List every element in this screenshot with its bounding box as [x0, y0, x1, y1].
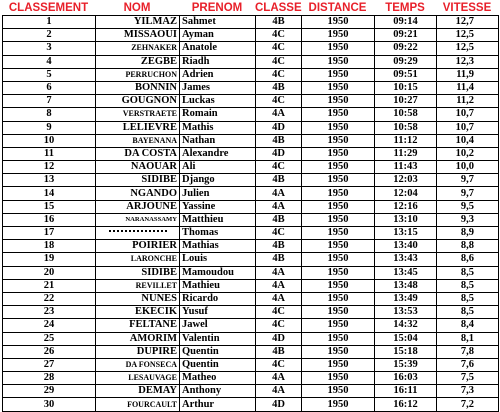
distance-cell: 1950 — [302, 319, 375, 332]
classe-cell: 4A — [256, 372, 302, 385]
classe-cell: 4C — [256, 42, 302, 55]
vitesse-cell: 7,3 — [437, 385, 499, 398]
vitesse-cell: 10,4 — [437, 134, 499, 147]
distance-cell: 1950 — [302, 95, 375, 108]
rank-cell: 28 — [3, 372, 96, 385]
vitesse-cell: 10,7 — [437, 108, 499, 121]
distance-cell: 1950 — [302, 358, 375, 371]
classe-cell: 4D — [256, 147, 302, 160]
temps-cell: 16:11 — [375, 385, 437, 398]
table-row — [3, 134, 499, 147]
prenom-cell: Adrien — [180, 68, 256, 81]
prenom-cell: Luckas — [180, 95, 256, 108]
prenom-cell: Matthieu — [180, 213, 256, 226]
rank-cell: 1 — [3, 16, 96, 29]
distance-cell: 1950 — [302, 174, 375, 187]
distance-cell: 1950 — [302, 372, 375, 385]
table-row — [3, 81, 499, 94]
table-row — [3, 227, 499, 240]
table-row — [3, 345, 499, 358]
table-row — [3, 16, 499, 29]
nom-cell: ZEHNAKER — [96, 42, 180, 55]
temps-cell: 15:18 — [375, 345, 437, 358]
distance-cell: 1950 — [302, 332, 375, 345]
temps-cell: 13:43 — [375, 253, 437, 266]
nom-cell: LARONCHE — [96, 253, 180, 266]
nom-cell: REVILLET — [96, 279, 180, 292]
table-row — [3, 266, 499, 279]
rank-cell: 23 — [3, 306, 96, 319]
classe-cell: 4C — [256, 161, 302, 174]
table-row — [3, 42, 499, 55]
rank-cell: 26 — [3, 345, 96, 358]
vitesse-cell: 8,1 — [437, 332, 499, 345]
distance-cell: 1950 — [302, 147, 375, 160]
prenom-cell: Thomas — [180, 227, 256, 240]
classe-cell: 4A — [256, 200, 302, 213]
classe-cell: 4C — [256, 319, 302, 332]
rank-cell: 9 — [3, 121, 96, 134]
header-nom: NOM — [123, 2, 151, 14]
temps-cell: 10:58 — [375, 108, 437, 121]
distance-cell: 1950 — [302, 213, 375, 226]
vitesse-cell: 9,5 — [437, 200, 499, 213]
temps-cell: 11:29 — [375, 147, 437, 160]
classe-cell: 4D — [256, 398, 302, 411]
temps-cell: 09:14 — [375, 16, 437, 29]
distance-cell: 1950 — [302, 292, 375, 305]
classe-cell: 4C — [256, 306, 302, 319]
header-distance: DISTANCE — [308, 2, 367, 14]
prenom-cell: Anthony — [180, 385, 256, 398]
vitesse-cell: 8,9 — [437, 227, 499, 240]
nom-cell: POIRIER — [96, 240, 180, 253]
table-row — [3, 95, 499, 108]
rank-cell: 6 — [3, 81, 96, 94]
table-row — [3, 68, 499, 81]
prenom-cell: Ricardo — [180, 292, 256, 305]
nom-cell: DA COSTA — [96, 147, 180, 160]
header-vitesse: VITESSE — [442, 2, 492, 14]
nom-cell: LESAUVAGE — [96, 372, 180, 385]
rank-cell: 4 — [3, 55, 96, 68]
temps-cell: 13:10 — [375, 213, 437, 226]
distance-cell: 1950 — [302, 398, 375, 411]
table-row — [3, 279, 499, 292]
nom-cell: NUNES — [96, 292, 180, 305]
nom-cell: LELIEVRE — [96, 121, 180, 134]
rank-cell: 5 — [3, 68, 96, 81]
classe-cell: 4B — [256, 213, 302, 226]
nom-cell — [96, 227, 180, 240]
distance-cell: 1950 — [302, 29, 375, 42]
temps-cell: 09:22 — [375, 42, 437, 55]
classe-cell: 4C — [256, 95, 302, 108]
temps-cell: 12:04 — [375, 187, 437, 200]
temps-cell: 16:03 — [375, 372, 437, 385]
nom-cell: AMORIM — [96, 332, 180, 345]
temps-cell: 13:49 — [375, 292, 437, 305]
redacted-name-mark — [109, 230, 167, 235]
table-row — [3, 332, 499, 345]
prenom-cell: Riadh — [180, 55, 256, 68]
table-row — [3, 213, 499, 226]
nom-cell: PERRUCHON — [96, 68, 180, 81]
temps-cell: 15:04 — [375, 332, 437, 345]
classe-cell: 4B — [256, 345, 302, 358]
prenom-cell: Valentin — [180, 332, 256, 345]
classe-cell: 4A — [256, 292, 302, 305]
rank-cell: 29 — [3, 385, 96, 398]
rank-cell: 3 — [3, 42, 96, 55]
temps-cell: 09:21 — [375, 29, 437, 42]
prenom-cell: Romain — [180, 108, 256, 121]
prenom-cell: Mamoudou — [180, 266, 256, 279]
prenom-cell: Ali — [180, 161, 256, 174]
vitesse-cell: 10,2 — [437, 147, 499, 160]
vitesse-cell: 8,5 — [437, 306, 499, 319]
classe-cell: 4A — [256, 187, 302, 200]
rank-cell: 16 — [3, 213, 96, 226]
classe-cell: 4D — [256, 332, 302, 345]
prenom-cell: Anatole — [180, 42, 256, 55]
rank-cell: 21 — [3, 279, 96, 292]
table-row — [3, 29, 499, 42]
table-row — [3, 161, 499, 174]
nom-cell: DEMAY — [96, 385, 180, 398]
prenom-cell: James — [180, 81, 256, 94]
temps-cell: 10:58 — [375, 121, 437, 134]
table-row — [3, 292, 499, 305]
header-prenom: PRENOM — [191, 2, 243, 14]
distance-cell: 1950 — [302, 187, 375, 200]
vitesse-cell: 8,6 — [437, 253, 499, 266]
classe-cell: 4C — [256, 227, 302, 240]
classe-cell: 4B — [256, 174, 302, 187]
prenom-cell: Yassine — [180, 200, 256, 213]
vitesse-cell: 12,5 — [437, 29, 499, 42]
vitesse-cell: 7,6 — [437, 358, 499, 371]
temps-cell: 13:53 — [375, 306, 437, 319]
prenom-cell: Django — [180, 174, 256, 187]
prenom-cell: Mathias — [180, 240, 256, 253]
temps-cell: 13:48 — [375, 279, 437, 292]
results-document — [2, 2, 498, 412]
rank-cell: 12 — [3, 161, 96, 174]
nom-cell: EKECIK — [96, 306, 180, 319]
table-row — [3, 253, 499, 266]
vitesse-cell: 12,3 — [437, 55, 499, 68]
classe-cell: 4A — [256, 266, 302, 279]
temps-cell: 16:12 — [375, 398, 437, 411]
vitesse-cell: 12,5 — [437, 42, 499, 55]
nom-cell: ARJOUNE — [96, 200, 180, 213]
nom-cell: GOUGNON — [96, 95, 180, 108]
rank-cell: 22 — [3, 292, 96, 305]
rank-cell: 14 — [3, 187, 96, 200]
distance-cell: 1950 — [302, 385, 375, 398]
classe-cell: 4A — [256, 108, 302, 121]
rank-cell: 15 — [3, 200, 96, 213]
distance-cell: 1950 — [302, 161, 375, 174]
header-classement: CLASSEMENT — [8, 2, 89, 14]
vitesse-cell: 7,2 — [437, 398, 499, 411]
prenom-cell: Quentin — [180, 358, 256, 371]
vitesse-cell: 11,2 — [437, 95, 499, 108]
table-row — [3, 319, 499, 332]
temps-cell: 14:32 — [375, 319, 437, 332]
temps-cell: 13:40 — [375, 240, 437, 253]
temps-cell: 10:15 — [375, 81, 437, 94]
distance-cell: 1950 — [302, 253, 375, 266]
rank-cell: 11 — [3, 147, 96, 160]
nom-cell: ZEGBE — [96, 55, 180, 68]
classe-cell: 4A — [256, 279, 302, 292]
distance-cell: 1950 — [302, 306, 375, 319]
table-row — [3, 174, 499, 187]
distance-cell: 1950 — [302, 227, 375, 240]
distance-cell: 1950 — [302, 42, 375, 55]
classe-cell: 4C — [256, 68, 302, 81]
vitesse-cell: 9,7 — [437, 187, 499, 200]
prenom-cell: Quentin — [180, 345, 256, 358]
table-row — [3, 187, 499, 200]
classe-cell: 4B — [256, 253, 302, 266]
header-temps: TEMPS — [385, 2, 425, 14]
classe-cell: 4A — [256, 385, 302, 398]
nom-cell: DA FONSECA — [96, 358, 180, 371]
table-row — [3, 200, 499, 213]
classe-cell: 4C — [256, 55, 302, 68]
table-row — [3, 398, 499, 411]
prenom-cell: Julien — [180, 187, 256, 200]
rank-cell: 2 — [3, 29, 96, 42]
table-row — [3, 385, 499, 398]
distance-cell: 1950 — [302, 81, 375, 94]
table-row — [3, 108, 499, 121]
distance-cell: 1950 — [302, 266, 375, 279]
table-row — [3, 358, 499, 371]
distance-cell: 1950 — [302, 200, 375, 213]
prenom-cell: Arthur — [180, 398, 256, 411]
nom-cell: YILMAZ — [96, 16, 180, 29]
table-row — [3, 121, 499, 134]
nom-cell: FELTANE — [96, 319, 180, 332]
temps-cell: 12:03 — [375, 174, 437, 187]
nom-cell: MISSAOUI — [96, 29, 180, 42]
prenom-cell: Nathan — [180, 134, 256, 147]
nom-cell: DUPIRE — [96, 345, 180, 358]
rank-cell: 27 — [3, 358, 96, 371]
header-classe: CLASSE — [255, 2, 302, 14]
prenom-cell: Yusuf — [180, 306, 256, 319]
temps-cell: 10:27 — [375, 95, 437, 108]
vitesse-cell: 8,5 — [437, 266, 499, 279]
rank-cell: 30 — [3, 398, 96, 411]
column-header-row — [2, 2, 498, 15]
vitesse-cell: 11,4 — [437, 81, 499, 94]
rank-cell: 25 — [3, 332, 96, 345]
nom-cell: FOURCAULT — [96, 398, 180, 411]
vitesse-cell: 12,7 — [437, 16, 499, 29]
vitesse-cell: 8,5 — [437, 279, 499, 292]
classe-cell: 4D — [256, 121, 302, 134]
distance-cell: 1950 — [302, 108, 375, 121]
vitesse-cell: 10,0 — [437, 161, 499, 174]
temps-cell: 15:39 — [375, 358, 437, 371]
prenom-cell: Sahmet — [180, 16, 256, 29]
distance-cell: 1950 — [302, 55, 375, 68]
rank-cell: 20 — [3, 266, 96, 279]
prenom-cell: Mathieu — [180, 279, 256, 292]
rank-cell: 24 — [3, 319, 96, 332]
distance-cell: 1950 — [302, 345, 375, 358]
vitesse-cell: 8,8 — [437, 240, 499, 253]
nom-cell: NAOUAR — [96, 161, 180, 174]
rank-cell: 7 — [3, 95, 96, 108]
temps-cell: 09:51 — [375, 68, 437, 81]
temps-cell: 13:45 — [375, 266, 437, 279]
nom-cell: SIDIBE — [96, 266, 180, 279]
prenom-cell: Louis — [180, 253, 256, 266]
vitesse-cell: 9,3 — [437, 213, 499, 226]
prenom-cell: Matheo — [180, 372, 256, 385]
temps-cell: 11:43 — [375, 161, 437, 174]
table-row — [3, 306, 499, 319]
distance-cell: 1950 — [302, 68, 375, 81]
classe-cell: 4B — [256, 81, 302, 94]
rank-cell: 10 — [3, 134, 96, 147]
nom-cell: NARANASSAMY — [96, 213, 180, 226]
vitesse-cell: 8,4 — [437, 319, 499, 332]
table-row — [3, 55, 499, 68]
nom-cell: BAYENANA — [96, 134, 180, 147]
vitesse-cell: 8,5 — [437, 292, 499, 305]
prenom-cell: Alexandre — [180, 147, 256, 160]
vitesse-cell: 7,8 — [437, 345, 499, 358]
rank-cell: 8 — [3, 108, 96, 121]
nom-cell: NGANDO — [96, 187, 180, 200]
vitesse-cell: 10,7 — [437, 121, 499, 134]
temps-cell: 09:29 — [375, 55, 437, 68]
temps-cell: 11:12 — [375, 134, 437, 147]
table-row — [3, 147, 499, 160]
prenom-cell: Jawel — [180, 319, 256, 332]
classe-cell: 4C — [256, 358, 302, 371]
classe-cell: 4B — [256, 134, 302, 147]
vitesse-cell: 9,7 — [437, 174, 499, 187]
temps-cell: 13:15 — [375, 227, 437, 240]
nom-cell: BONNIN — [96, 81, 180, 94]
nom-cell: VERSTRAETE — [96, 108, 180, 121]
distance-cell: 1950 — [302, 134, 375, 147]
distance-cell: 1950 — [302, 16, 375, 29]
vitesse-cell: 7,5 — [437, 372, 499, 385]
distance-cell: 1950 — [302, 121, 375, 134]
distance-cell: 1950 — [302, 279, 375, 292]
prenom-cell: Mathis — [180, 121, 256, 134]
table-row — [3, 240, 499, 253]
classe-cell: 4C — [256, 29, 302, 42]
rank-cell: 13 — [3, 174, 96, 187]
rank-cell: 19 — [3, 253, 96, 266]
temps-cell: 12:16 — [375, 200, 437, 213]
classe-cell: 4B — [256, 240, 302, 253]
rank-cell: 18 — [3, 240, 96, 253]
distance-cell: 1950 — [302, 240, 375, 253]
prenom-cell: Ayman — [180, 29, 256, 42]
results-table — [2, 15, 499, 412]
nom-cell: SIDIBE — [96, 174, 180, 187]
vitesse-cell: 11,9 — [437, 68, 499, 81]
table-row — [3, 372, 499, 385]
classe-cell: 4B — [256, 16, 302, 29]
rank-cell: 17 — [3, 227, 96, 240]
